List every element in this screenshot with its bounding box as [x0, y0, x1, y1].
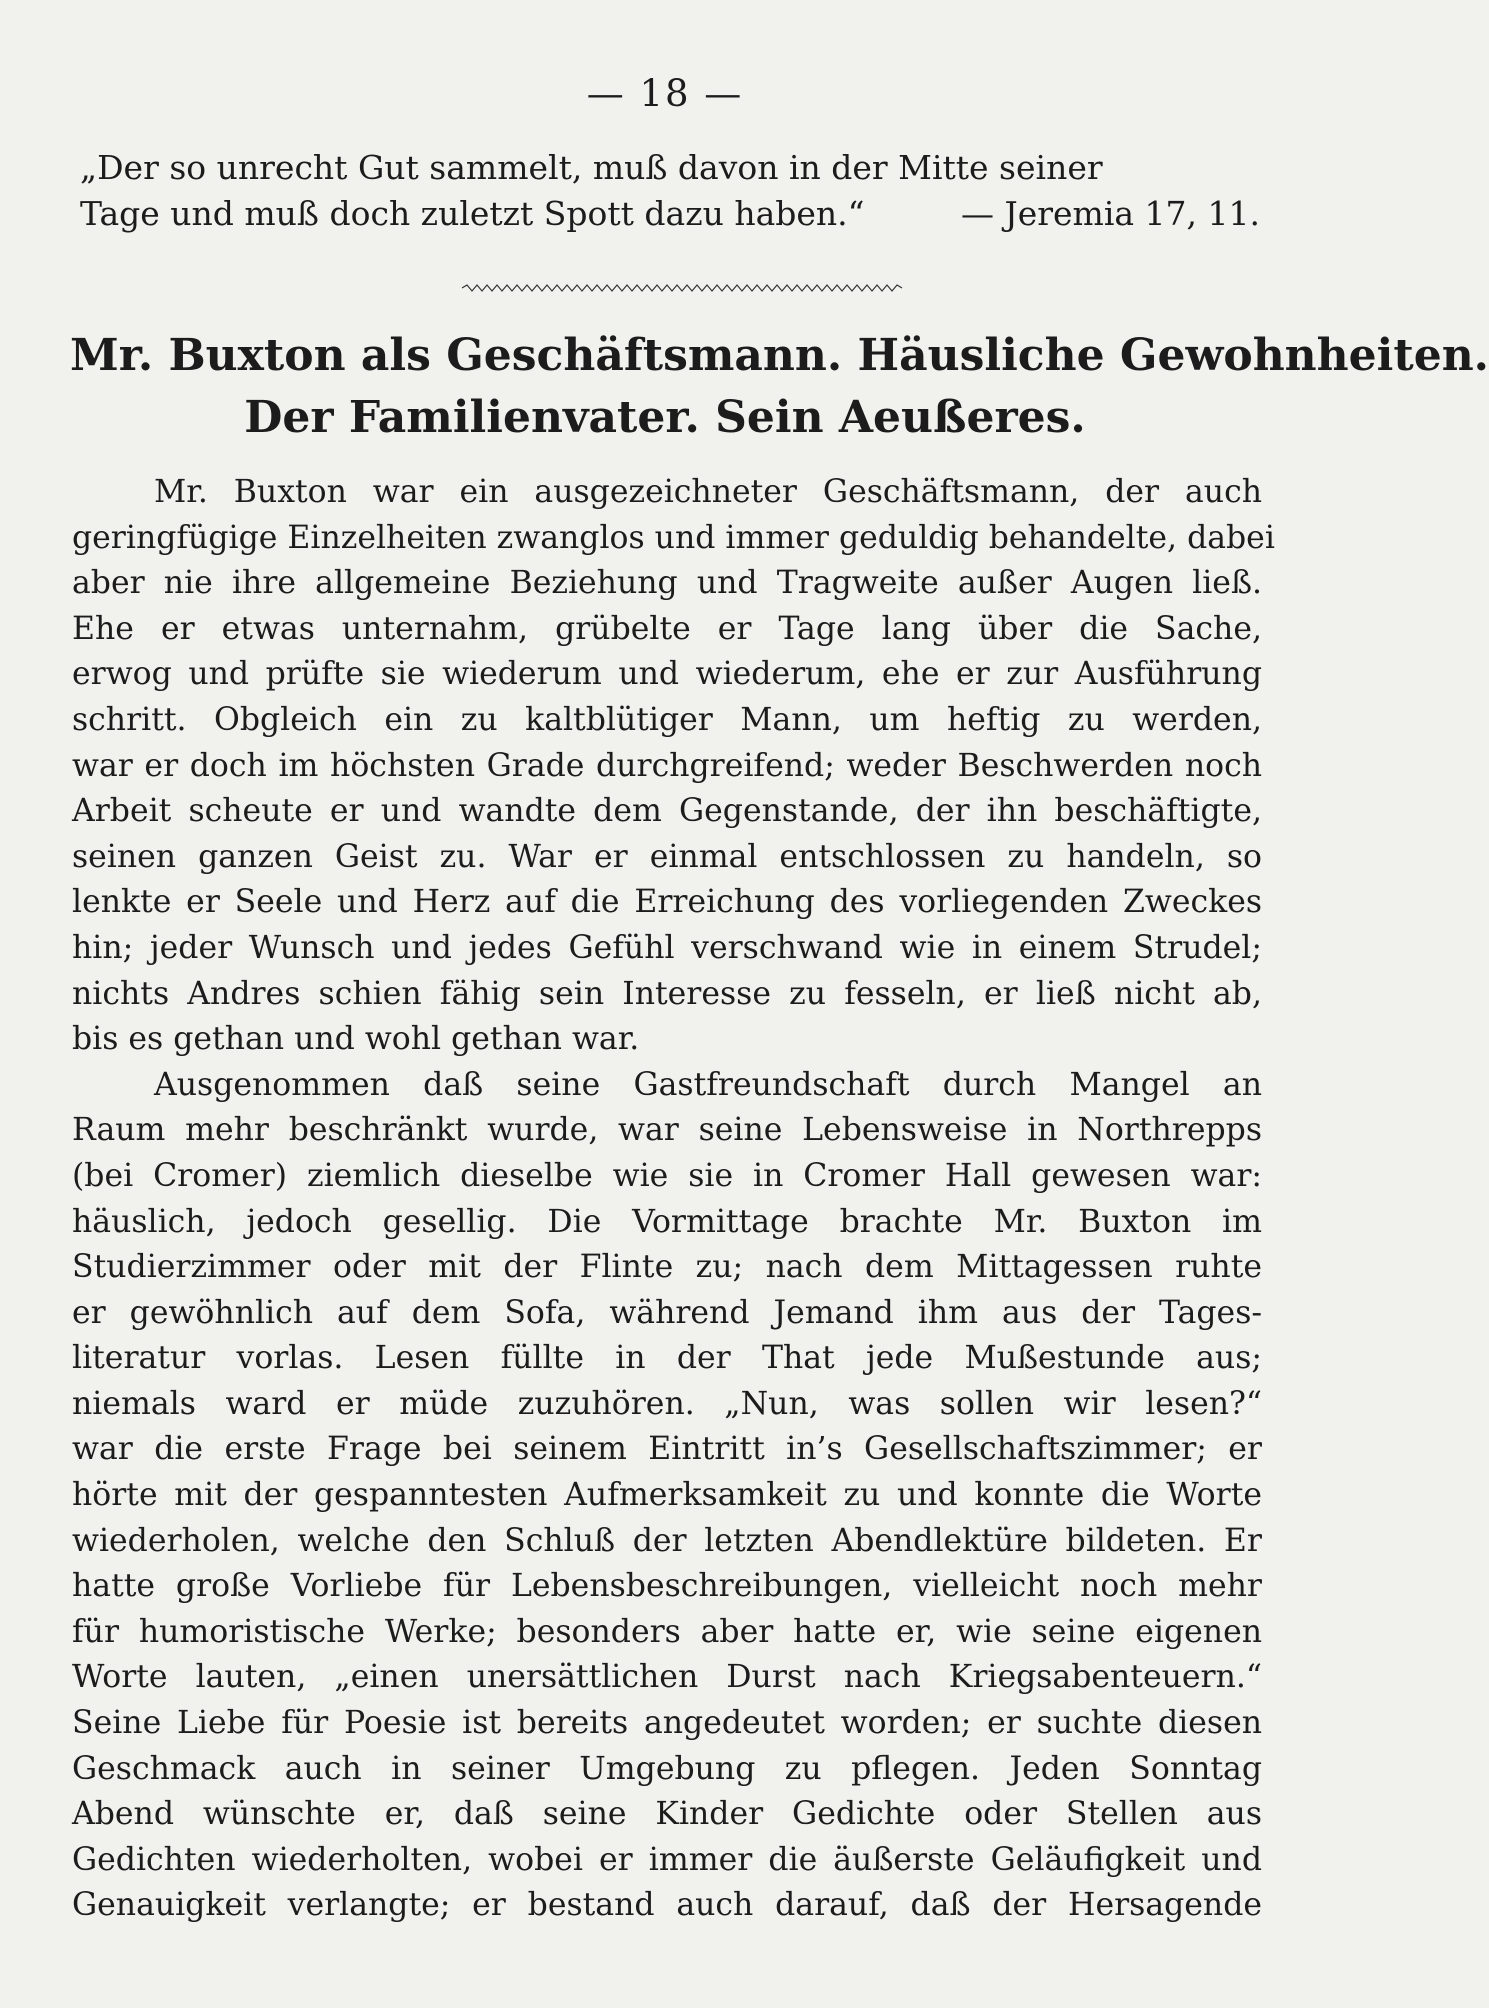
text-line: war er doch im höchsten Grade durchgreifend; weder Beschwerden noch: [72, 747, 1262, 784]
epigraph-line-with-reference: [80, 191, 1260, 237]
text-line: niemals ward er müde zuzuhören. „Nun, was sollen wir lesen?“: [72, 1385, 1262, 1422]
text-line: Ehe er etwas unternahm, grübelte er Tage lang über die Sache,: [72, 610, 1262, 647]
heading-line: Der Familienvater. Sein Aeußeres.: [244, 392, 1086, 443]
paragraph: [72, 1063, 1262, 1929]
body-text: [72, 470, 1275, 1929]
text-line: literatur vorlas. Lesen füllte in der That jede Mußestunde aus;: [72, 1340, 1262, 1377]
text-line: war die erste Frage bei seinem Eintritt in’s Gesellschaftszimmer; er: [72, 1431, 1262, 1468]
text-line: Gedichten wiederholten, wobei er immer die äußerste Geläufigkeit und: [72, 1841, 1262, 1878]
text-line: häuslich, jedoch gesellig. Die Vormittage brachte Mr. Buxton im: [72, 1203, 1262, 1240]
chapter-heading: [70, 325, 1489, 449]
text-line: nichts Andres schien fähig sein Interesse zu fesseln, er ließ nicht ab,: [72, 975, 1262, 1012]
text-line: Studierzimmer oder mit der Flinte zu; nach dem Mittagessen ruhte: [72, 1249, 1262, 1286]
text-line: er gewöhnlich auf dem Sofa, während Jemand ihm aus der Tages-: [72, 1294, 1262, 1331]
text-line: erwog und prüfte sie wiederum und wiederum, ehe er zur Ausführung: [72, 656, 1262, 693]
text-line: (bei Cromer) ziemlich dieselbe wie sie in Cromer Hall gewesen war:: [72, 1157, 1262, 1194]
text-line: wiederholen, welche den Schluß der letzten Abendlektüre bildeten. Er: [72, 1522, 1262, 1559]
text-line: Mr. Buxton war ein ausgezeichneter Geschäftsmann, der auch: [154, 474, 1262, 510]
text-line: geringfügige Einzelheiten zwanglos und immer geduldig behandelte, dabei: [72, 519, 1275, 556]
text-line: hin; jeder Wunsch und jedes Gefühl verschwand wie in einem Strudel;: [72, 929, 1262, 966]
text-line: hatte große Vorliebe für Lebensbeschreibungen, vielleicht noch mehr: [72, 1568, 1262, 1605]
text-line: seinen ganzen Geist zu. War er einmal entschlossen zu handeln, so: [72, 838, 1262, 875]
text-line: Seine Liebe für Poesie ist bereits angedeutet worden; er suchte diesen: [72, 1705, 1262, 1742]
text-line: Raum mehr beschränkt wurde, war seine Lebensweise in Northrepps: [72, 1112, 1262, 1149]
ornamental-rule: [462, 283, 902, 293]
text-line: lenkte er Seele und Herz auf die Erreichung des vorliegenden Zweckes: [72, 884, 1262, 921]
epigraph-line: Tage und muß doch zuletzt Spott dazu haben.“: [80, 194, 865, 233]
text-line: Worte lauten, „einen unersättlichen Durst nach Kriegsabenteuern.“: [72, 1659, 1262, 1696]
text-line: Ausgenommen daß seine Gastfreundschaft durch Mangel an: [154, 1066, 1262, 1103]
text-line: aber nie ihre allgemeine Beziehung und Tragweite außer Augen ließ.: [72, 565, 1262, 602]
heading-line: Mr. Buxton als Geschäftsmann. Häusliche Gewohnheiten.: [70, 330, 1489, 381]
epigraph-line: „Der so unrecht Gut sammelt, muß davon in der Mitte seiner: [80, 148, 1103, 187]
paragraph: [72, 470, 1275, 1063]
page-number: — 18 —: [586, 72, 744, 115]
text-line: für humoristische Werke; besonders aber hatte er, wie seine eigenen: [72, 1613, 1262, 1650]
text-line: Genauigkeit verlangte; er bestand auch darauf, daß der Hersagende: [72, 1887, 1262, 1924]
text-line: hörte mit der gespanntesten Aufmerksamkeit zu und konnte die Worte: [72, 1477, 1262, 1514]
text-line: schritt. Obgleich ein zu kaltblütiger Mann, um heftig zu werden,: [72, 701, 1262, 738]
bible-reference: — Jeremia 17, 11.: [960, 194, 1260, 233]
text-line: Arbeit scheute er und wandte dem Gegenstande, der ihn beschäftigte,: [72, 793, 1262, 830]
text-line: bis es gethan und wohl gethan war.: [72, 1021, 640, 1058]
text-line: Geschmack auch in seiner Umgebung zu pflegen. Jeden Sonntag: [72, 1750, 1262, 1787]
text-line: Abend wünschte er, daß seine Kinder Gedichte oder Stellen aus: [72, 1796, 1262, 1833]
epigraph: [80, 145, 1260, 237]
